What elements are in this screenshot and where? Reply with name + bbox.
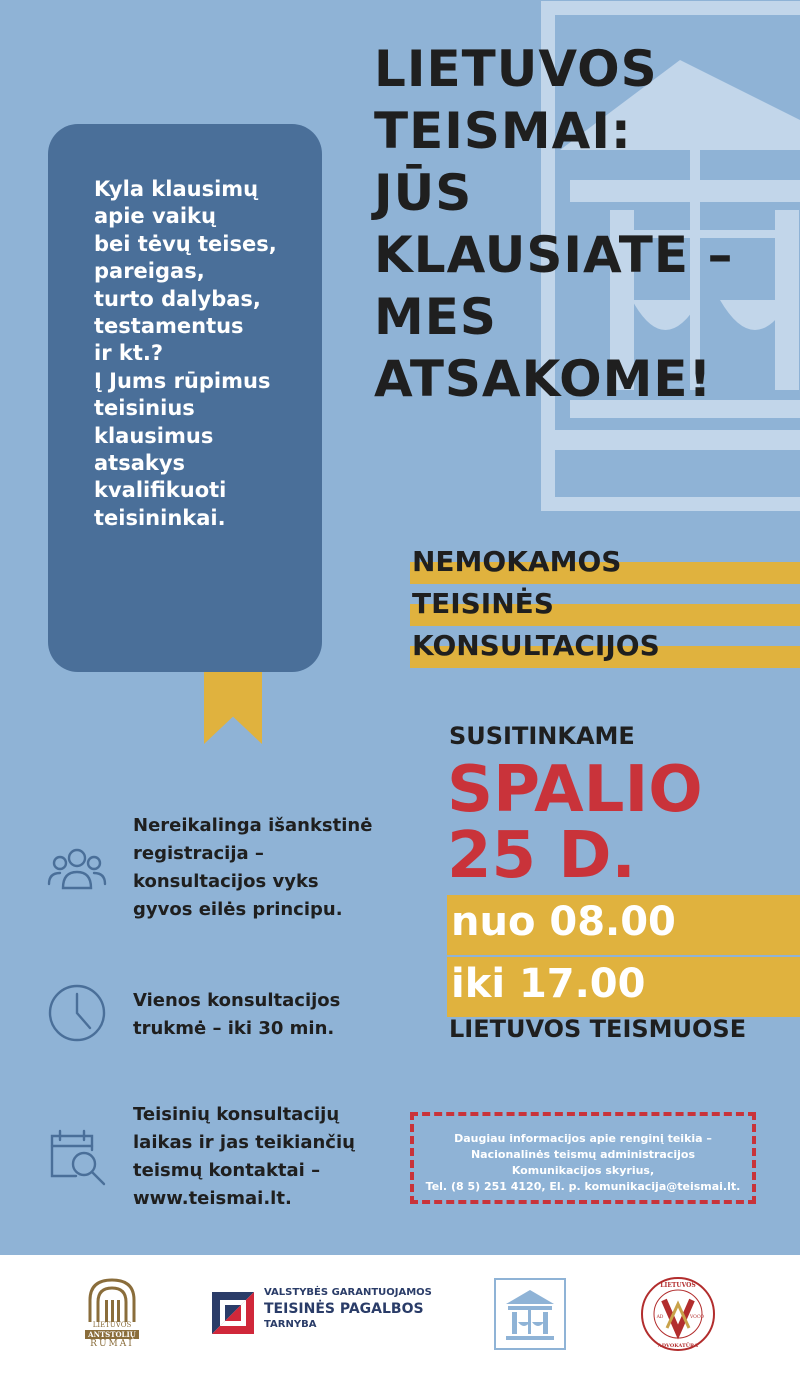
headline-line: ATSAKOME! [374,350,713,408]
info-line: teismų kontaktai – [133,1160,321,1181]
info-line: gyvos eilės principu. [133,899,343,920]
question-line: teisininkai. [94,505,226,530]
meet-label: SUSITINKAME [449,722,635,750]
info-line: trukmė – iki 30 min. [133,1018,335,1039]
event-day: 25 D. [447,819,636,893]
headline-line: JŪS [374,164,473,222]
info-line: registracija – [133,843,264,864]
bailiff-chamber-name [76,1321,148,1349]
legal-aid-name [264,1285,432,1333]
people-icon [46,838,108,900]
question-line: kvalifikuoti [94,478,227,503]
question-text [94,176,314,532]
legal-aid-line: VALSTYBĖS GARANTUOJAMOS [264,1287,432,1298]
info-duration [133,987,393,1043]
bailiff-line: RŪMAI [90,1339,134,1349]
question-line: teisinius [94,396,195,421]
bar-bottom-text: ADVOKATŪRA [657,1343,699,1349]
info-contacts [133,1101,393,1213]
bailiff-line: LIETUVOS [92,1321,132,1329]
bar-right-text: VOCO [690,1315,704,1320]
bailiff-chamber-logo-icon [86,1276,138,1322]
event-location: LIETUVOS TEISMUOSE [449,1015,747,1043]
time-from: nuo 08.00 [451,899,676,945]
question-line: turto dalybas, [94,286,261,311]
legal-aid-logo-icon [212,1292,254,1334]
time-to: iki 17.00 [451,961,646,1007]
bookmark-ribbon [204,672,262,744]
question-line: klausimus [94,423,214,448]
event-month: SPALIO [447,753,703,827]
contact-box [410,1112,756,1204]
free-consultations-line: KONSULTACIJOS [412,629,660,662]
info-line: Nereikalinga išankstinė [133,815,373,836]
contact-line: Komunikacijos skyrius, [511,1164,655,1177]
question-line: atsakys [94,451,186,476]
info-registration [133,812,393,924]
contact-line: Daugiau informacijos apie renginį teikia – [454,1132,712,1145]
info-line: www.teismai.lt. [133,1188,292,1209]
question-line: Į Jums rūpimus [94,368,271,393]
headline-line: MES [374,288,497,346]
question-line: apie vaikų [94,204,216,229]
legal-aid-line: TEISINĖS PAGALBOS [264,1301,424,1317]
headline-line: KLAUSIATE – [374,226,734,284]
question-line: bei tėvų teises, [94,231,277,256]
question-line: pareigas, [94,259,205,284]
headline [374,38,794,410]
legal-aid-line: TARNYBA [264,1319,317,1330]
bar-association-logo-icon [640,1276,716,1352]
courts-logo-icon [494,1278,566,1350]
clock-icon [46,982,108,1044]
info-line: laikas ir jas teikiančių [133,1132,355,1153]
contact-line: Nacionalinės teismų administracijos [470,1148,696,1161]
contact-line: Tel. (8 5) 251 4120, El. p. komunikacija@teismai.lt. [425,1180,741,1193]
question-line: testamentus [94,314,244,339]
bailiff-line: ANTSTOLIŲ [85,1330,139,1339]
question-line: ir kt.? [94,341,164,366]
question-line: Kyla klausimų [94,177,259,201]
bar-top-text: LIETUVOS [660,1282,696,1289]
calendar-search-icon [46,1126,108,1188]
info-line: Teisinių konsultacijų [133,1104,340,1125]
info-line: Vienos konsultacijos [133,990,341,1011]
free-consultations-line: NEMOKAMOS [412,545,622,578]
free-consultations-line: TEISINĖS [412,587,554,620]
bar-left-text: AD [656,1315,664,1320]
headline-line: TEISMAI: [374,102,632,160]
headline-line: LIETUVOS [374,40,658,98]
info-line: konsultacijos vyks [133,871,319,892]
